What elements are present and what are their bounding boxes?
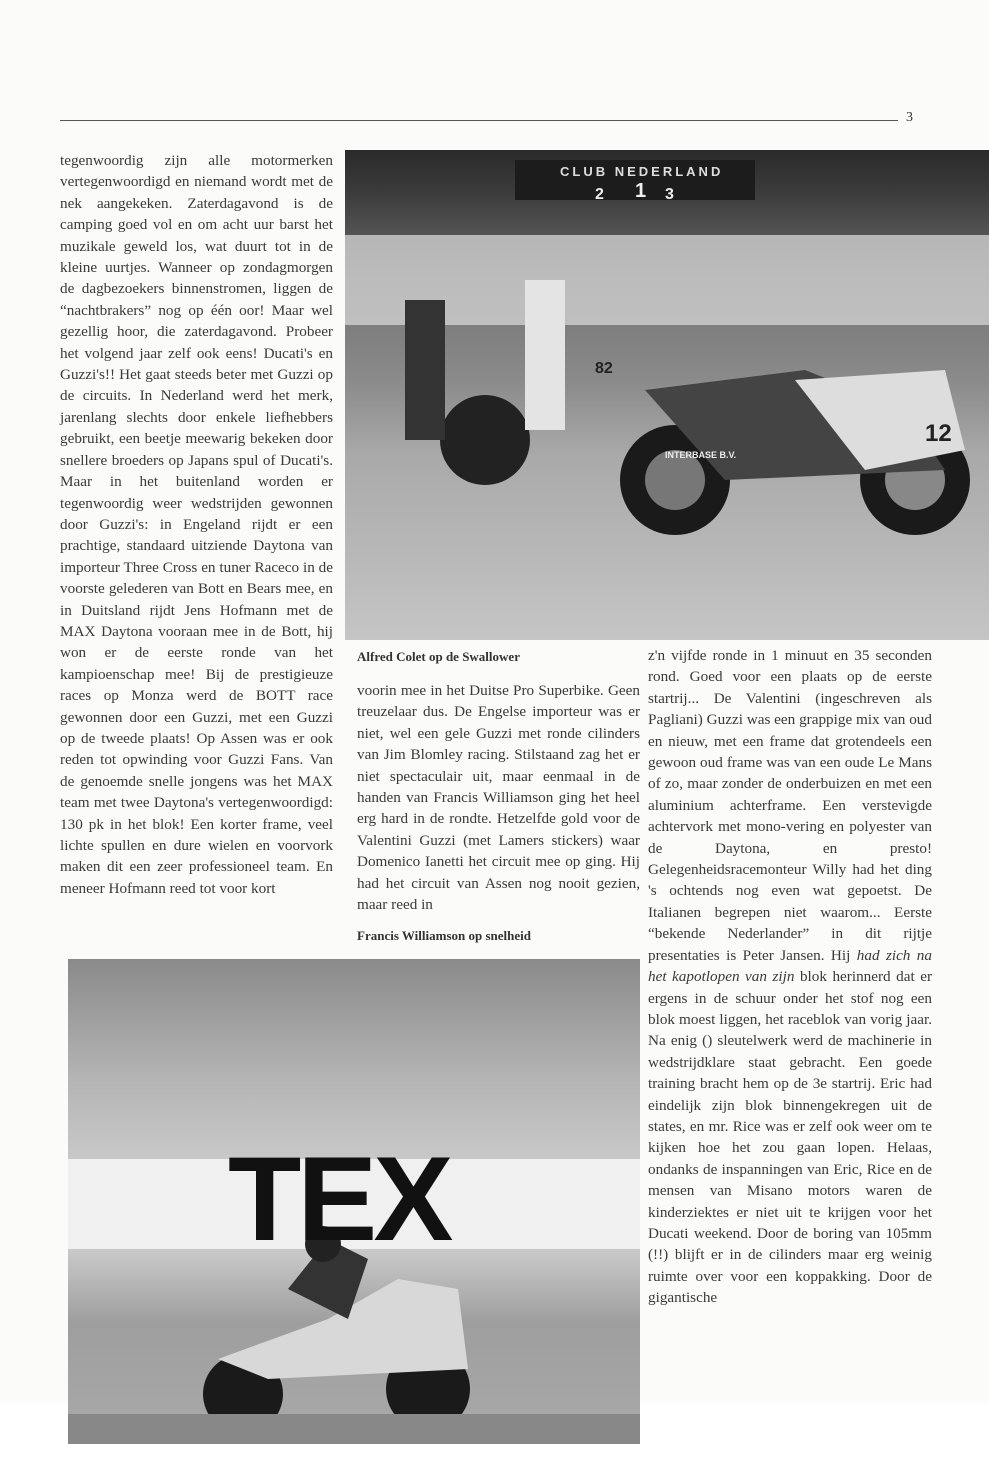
column3-text-a: z'n vijfde ronde in 1 minuut en 35 seconden rond. Goed voor een plaats op de eerste startrij... De Valentini (ingeschreven als Pagliani) Guzzi was een grappige mix van oud en nieuw, met een frame dat grotendeels een gewoon oud frame was van een oude Le Mans of zo, maar zonder de onderbuizen en met een aluminium achterframe. Een verstevigde achtervork met mono-vering en polyester van de Daytona, en presto! Gelegenheidsracemonteur Willy had het ding 's ochtends nog even wat gepoetst. De Italianen begrepen niet waarom... Eerste “bekende Nederlander” in dit rijtje presentaties is Peter Jansen. Hij	[648, 647, 932, 964]
header-rule	[60, 120, 898, 121]
sponsor-logo: INTERBASE B.V.	[665, 450, 737, 460]
signage-text: CLUB NEDERLAND	[560, 164, 724, 179]
photo-space	[357, 150, 640, 640]
photo-caption-2: Francis Williamson op snelheid	[357, 928, 531, 944]
race-number: 82	[595, 360, 613, 377]
photo-caption-1: Alfred Colet op de Swallower	[357, 649, 520, 664]
article-column-3	[648, 645, 932, 1319]
left-columns-row	[60, 150, 640, 945]
photo-francis-williamson	[68, 959, 640, 1444]
race-number: 12	[925, 420, 952, 447]
column3-text-b: blok herinnerd dat er ergens in de schuur onder het stof nog een blok moest liggen, het raceblok van vorig jaar. Na enig () sleutelwerk werd de machinerie in wedstrijdklare staat gebracht. Een goede training bracht hem op de 3e startrij. Eric had eindelijk zijn blok binnengekregen uit de states, en mr. Rice was er zelf ook weer om te kijken hoe het zou gaan lopen. Helaas, ondanks de inspanningen van Eric, Rice en de mensen van Misano motors waren de kinderziektes er niet uit te krijgen voor het Ducati weekend. Door de boring van 105mm (!!) blijft er in de cilinders maar erg weinig ruimte over voor een koppakking. Door de gigantische	[648, 968, 933, 1307]
grid-number: 2	[595, 186, 604, 203]
page-number: 3	[906, 110, 913, 125]
grid-number: 3	[665, 186, 674, 203]
article-column-2: voorin mee in het Duitse Pro Superbike. Geen treuzelaar dus. De Engelse importeur was er niet, wel een gele Guzzi met ronde cilinders van Jim Blomley racing. Stilstaand zag het er niet spectaculair uit, maar eenmaal in de handen van Francis Williamson ging het heel erg hard in de rondte. Hetzelfde gold voor de Valentini Guzzi (met Lamers stickers) waar Domenico Ianetti het circuit mee op ging. Hij had het circuit van Assen nog nooit gezien, maar reed in	[357, 682, 640, 914]
left-flow	[60, 150, 640, 1464]
banner-text: TEX	[228, 1132, 450, 1267]
grid-number: 1	[635, 180, 647, 202]
column3-italic-text: had zich na het kapotlopen van zijn	[648, 946, 932, 986]
middle-column-stack	[357, 150, 640, 945]
article-column-1: tegenwoordig zijn alle motormerken vertegenwoordigd en niemand wordt met de nek aangekeken. Zaterdagavond is de camping goed vol en om acht uur barst het muzikale geweld los, wat duurt tot in de kleine uurtjes. Wanneer op zondagmorgen de dagbezoekers binnenstromen, liggen de “nachtbrakers” nog op één oor! Maar wel gezellig hoor, die zaterdagavond. Probeer het volgend jaar zelf ook eens! Ducati's en Guzzi's!! Het gaat steeds beter met Guzzi op de circuits. In Nederland werd het merk, jarenlang slechts door enkele liefhebbers gebruikt, een beetje meewarig bekeken door snellere broeders op Japans spul of Ducati's. Maar in het buitenland worden er tegenwoordig weer wedstrijden gewonnen door Guzzi's: in Engeland rijdt er een prachtige, standaard uitziende Daytona van importeur Three Cross en tuner Raceco in de voorste gelederen van Bott en Bears mee, en in Duitsland rijdt Jens Hofmann met de MAX Daytona vooraan mee in de Bott, hij won er de eerste ronde van het kampioenschap mee! Bij de prestigieuze races op Monza werd de BOTT race gewonnen door een Guzzi, met een Guzzi op de tweede plaats! Op Assen was er ook reden tot opwinding voor Guzzi Fans. Van de genoemde snelle jongens was het MAX team met twee Daytona's vertegenwoordigd: 130 pk in het blok! Een korter frame, veel lichte spullen en dure wielen en voorvork maken dit een zeer professioneel team. En meneer Hofmann reed tot voor kort	[60, 152, 333, 897]
